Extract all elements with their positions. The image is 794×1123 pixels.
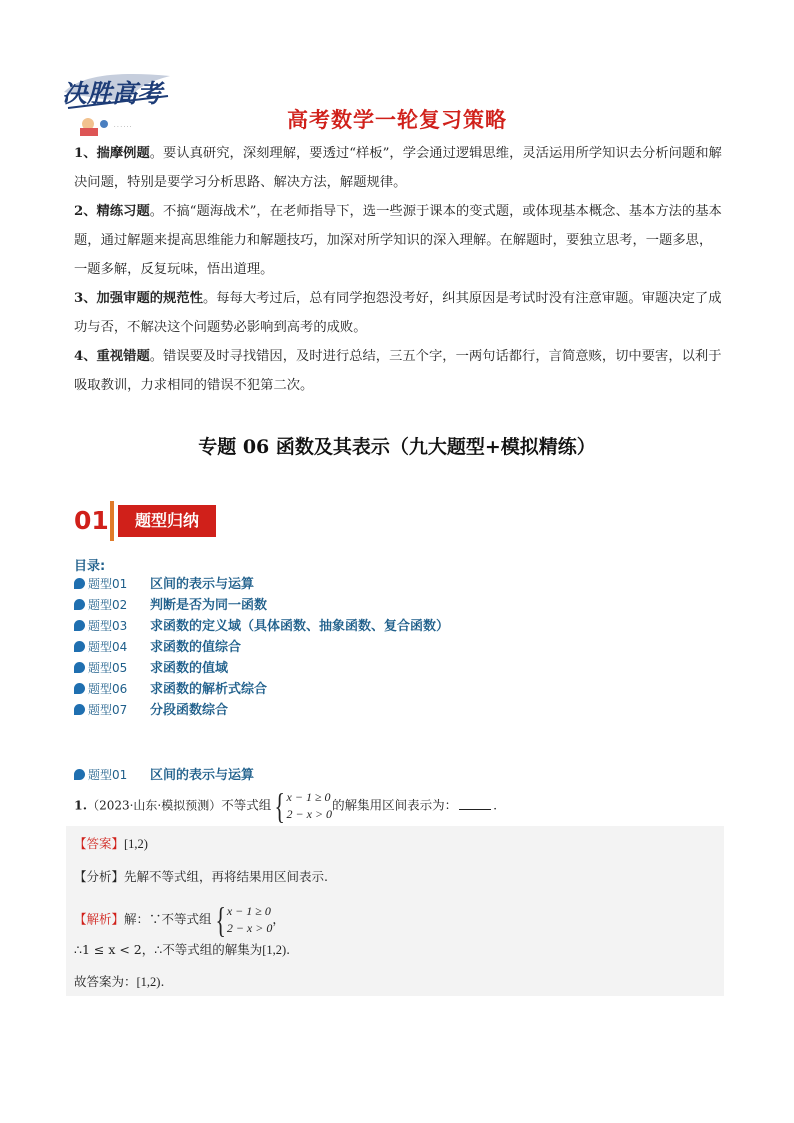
toc-title: 分段函数综合 — [150, 703, 229, 718]
toc-title: 求函数的值综合 — [150, 640, 242, 655]
final-answer-end: . — [160, 974, 165, 989]
location-pin-icon — [74, 769, 85, 780]
inequality-system: {x − 1 ≥ 0 2 − x > 0 — [214, 900, 273, 940]
location-pin-icon — [74, 704, 85, 715]
strategy-2 — [74, 197, 724, 284]
inequality-system: {x − 1 ≥ 0 2 − x > 0 — [274, 786, 333, 826]
final-answer-line — [74, 972, 164, 992]
toc-code: 题型05 — [88, 661, 128, 675]
question-source: （2023·山东·模拟预测） — [87, 798, 222, 813]
strategy-text: 。要认真研究，深刻理解，要透过“样板”，学会通过逻辑思维，灵活运用所学知识去分析问题和解决问题，特别是要学习分析思路、解决方法，解题规律。 — [74, 146, 722, 190]
section-label: 题型归纳 — [118, 505, 216, 537]
section-number: 01 — [74, 506, 109, 535]
toc-code: 题型03 — [88, 619, 128, 633]
strategy-lead: 1、揣摩例题 — [74, 146, 150, 161]
location-pin-icon — [74, 599, 85, 610]
inequality-1: x − 1 ≥ 0 — [286, 790, 331, 804]
strategy-lead: 4、重视错题 — [74, 349, 150, 364]
question: 1.（2023·山东·模拟预测）不等式组{x − 1 ≥ 0 2 − x > 0的解集用区间表示为： . — [74, 786, 498, 826]
inequality-2: 2 − x > 0 — [226, 921, 273, 935]
toc-item[interactable] — [74, 595, 267, 615]
solution-result-line — [74, 940, 290, 960]
solution-prefix: 解：∵不等式组 — [124, 911, 212, 927]
toc-code: 题型06 — [88, 682, 128, 696]
solution-result-value: [1,2) — [262, 943, 287, 957]
location-pin-icon — [74, 641, 85, 652]
topic-title: 专题 06 函数及其表示（九大题型+模拟精练） — [198, 436, 596, 458]
toc-title: 求函数的定义域（具体函数、抽象函数、复合函数） — [150, 619, 450, 634]
strategy-text: 。错误要及时寻找错因，及时进行总结，三五个字，一两句话都行，言简意赅，切中要害，以利于吸取教训，力求相同的错误不犯第二次。 — [74, 349, 722, 393]
answer-value: [1,2) — [124, 837, 148, 851]
toc-item[interactable] — [74, 637, 241, 657]
question-code: 题型01 — [88, 768, 128, 782]
toc-item[interactable] — [74, 616, 449, 636]
location-pin-icon — [74, 578, 85, 589]
location-pin-icon — [74, 662, 85, 673]
solution-result-text: ∴1 ≤ x < 2，∴不等式组的解集为 — [74, 942, 263, 957]
section-divider — [110, 501, 114, 541]
question-title: 区间的表示与运算 — [150, 768, 255, 783]
inequality-2: 2 − x > 0 — [286, 807, 333, 821]
toc-code: 题型04 — [88, 640, 128, 654]
inequality-1: x − 1 ≥ 0 — [226, 904, 271, 918]
answer-line — [74, 834, 148, 854]
toc-title: 判断是否为同一函数 — [150, 598, 268, 613]
toc-title: 求函数的值域 — [150, 661, 229, 676]
strategy-1 — [74, 139, 724, 197]
toc-item[interactable] — [74, 574, 254, 594]
question-end: . — [493, 797, 498, 813]
analysis-tag: 【分析】 — [74, 869, 125, 884]
question-suffix: 的解集用区间表示为： — [332, 797, 458, 813]
svg-text:决胜高考: 决胜高考 — [62, 79, 163, 108]
location-pin-icon — [74, 683, 85, 694]
answer-blank[interactable] — [459, 797, 491, 810]
toc-item[interactable] — [74, 679, 267, 699]
toc-title: 求函数的解析式综合 — [150, 682, 268, 697]
location-pin-icon — [74, 620, 85, 631]
strategy-text: 。每每大考过后，总有同学抱怨没考好，纠其原因是考试时没有注意审题。审题决定了成功与否，不解决这个问题势必影响到高考的成败。 — [74, 291, 722, 335]
strategy-4 — [74, 342, 724, 400]
final-answer-value: [1,2) — [136, 975, 161, 989]
toc-item[interactable] — [74, 700, 228, 720]
strategy-lead: 3、加强审题的规范性 — [74, 291, 203, 306]
question-prefix: 不等式组 — [221, 797, 272, 813]
toc-heading: 目录: — [74, 559, 106, 574]
toc-code: 题型01 — [88, 577, 128, 591]
svg-text:· · · · · ·: · · · · · · — [114, 124, 132, 130]
final-answer-text: 故答案为： — [74, 974, 137, 989]
solution-comma: ， — [272, 911, 285, 927]
toc-code: 题型02 — [88, 598, 128, 612]
question-number: 1 — [74, 797, 83, 813]
toc-title: 区间的表示与运算 — [150, 577, 255, 592]
toc-code: 题型07 — [88, 703, 128, 717]
strategy-3 — [74, 284, 724, 342]
strategy-lead: 2、精练习题 — [74, 204, 150, 219]
answer-tag: 【答案】 — [74, 836, 125, 851]
page-title: 高考数学一轮复习策略 — [287, 108, 507, 132]
analysis-line — [74, 867, 328, 887]
solution-line — [74, 902, 285, 938]
analysis-text: 先解不等式组，再将结果用区间表示. — [124, 869, 328, 884]
toc-item[interactable] — [74, 658, 228, 678]
solution-result-end: . — [286, 942, 291, 957]
question-heading — [74, 765, 254, 785]
solution-tag: 【解析】 — [74, 911, 125, 927]
strategy-text: 。不搞“题海战术”，在老师指导下，选一些源于课本的变式题，或体现基本概念、基本方法的基本题，通过解题来提高思维能力和解题技巧，加深对所学知识的深入理解。在解题时，要独立思考，一题多思，一题多解，反复玩味，悟出道理。 — [74, 204, 722, 277]
